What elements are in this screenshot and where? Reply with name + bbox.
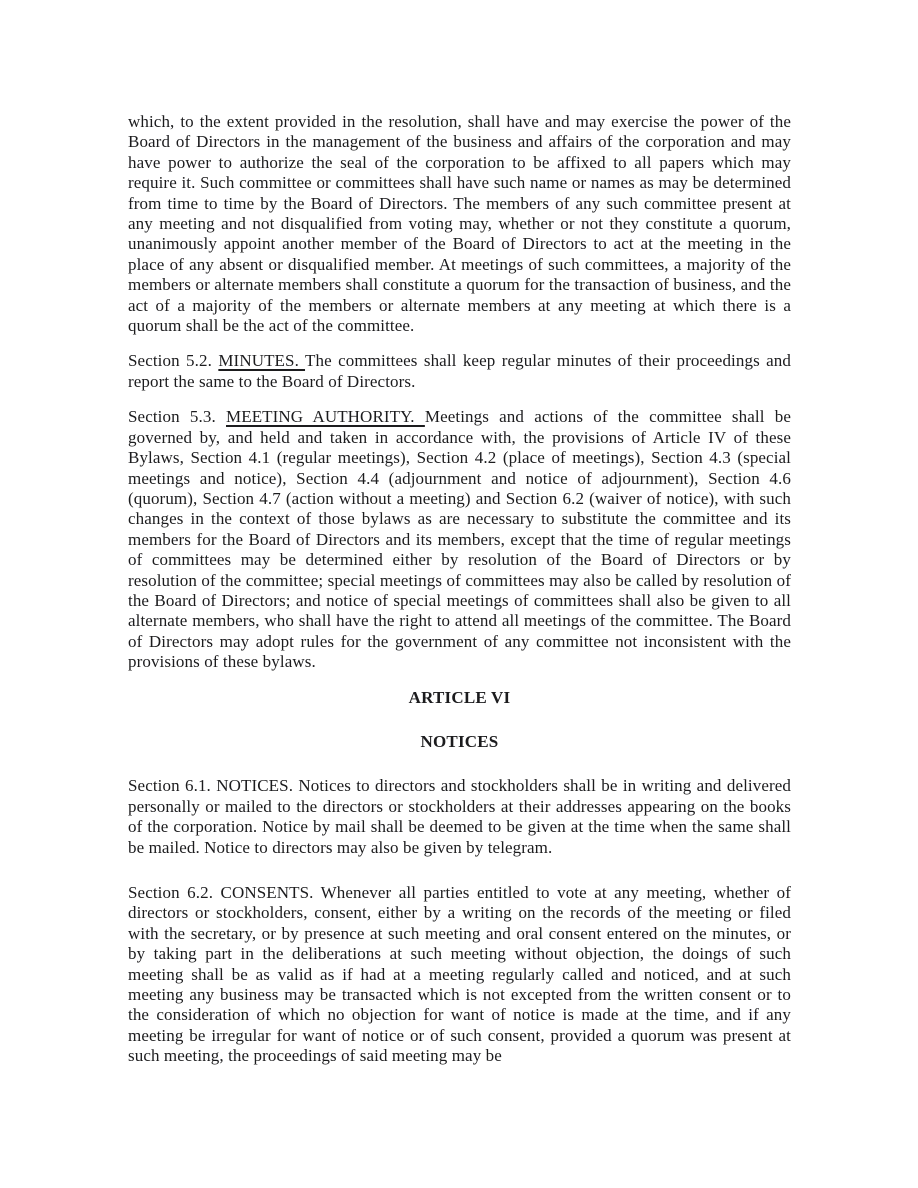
notices-heading: NOTICES xyxy=(420,731,499,751)
section-5-2-body: The committees shall keep regular minutes of their proceedings and report the same to the Board of Directors. xyxy=(128,351,791,391)
paragraph-committee-powers: which, to the extent provided in the resolution, shall have and may exercise the power of the Board of Directors in the management of the business and affairs of the corporation and may have power to authorize the seal of the corporation to be affixed to all papers which may require it. Such committee or committees shall have such name or names as may be determined from time to time by the Board of Directors. The members of any such committee present at any meeting and not disqualified from voting may, whether or not they constitute a quorum, unanimously appoint another member of the Board of Directors to act at the meeting in the place of any absent or disqualified member. At meetings of such committees, a majority of the members or alternate members shall constitute a quorum for the transaction of business, and the act of a majority of the members or alternate members at any meeting at which there is a quorum shall be the act of the committee. xyxy=(128,112,791,336)
paragraph-section-5-2 xyxy=(128,351,791,392)
paragraph-section-6-2: Section 6.2. CONSENTS. Whenever all parties entitled to vote at any meeting, whether of directors or stockholders, consent, either by a writing on the records of the meeting or filed with the secretary, or by presence at such meeting and oral consent entered on the minutes, or by taking part in the deliberations at such meeting without objection, the doings of such meeting shall be as valid as if had at a meeting regularly called and noticed, and at such meeting any business may be transacted which is not excepted from the written consent or to the consideration of which no objection for want of notice is made at the time, and if any meeting be irregular for want of notice or of such consent, provided a quorum was present at such meeting, the proceedings of said meeting may be xyxy=(128,883,791,1066)
paragraph-section-5-3 xyxy=(128,407,791,672)
article-vi-heading: ARTICLE VI xyxy=(408,687,511,707)
paragraph-section-6-1: Section 6.1. NOTICES. Notices to directors and stockholders shall be in writing and delivered personally or mailed to the directors or stockholders at their addresses appearing on the books of the corporation. Notice by mail shall be deemed to be given at the time when the same shall be mailed. Notice to directors may also be given by telegram. xyxy=(128,776,791,857)
section-5-2-number: Section 5.2. xyxy=(128,351,219,371)
section-5-3-number: Section 5.3. xyxy=(128,407,226,427)
section-5-3-body: Meetings and actions of the committee shall be governed by, and held and taken in accordance with, the provisions of Article IV of these Bylaws, Section 4.1 (regular meetings), Section 4.2 (place of meetings), Section 4.3 (special meetings and notice), Section 4.4 (adjournment and notice of adjournment), Section 4.6 (quorum), Section 4.7 (action without a meeting) and Section 6.2 (waiver of notice), with such changes in the context of those bylaws as are necessary to substitute the committee and its members for the Board of Directors and its members, except that the time of regular meetings of committees may be determined either by resolution of the Board of Directors or by resolution of the committee; special meetings of committees may also be called by resolution of the Board of Directors; and notice of special meetings of committees shall also be given to all alternate members, who shall have the right to attend all meetings of the committee. The Board of Directors may adopt rules for the government of any committee not inconsistent with the provisions of these bylaws. xyxy=(128,407,791,672)
section-5-2-title: MINUTES. xyxy=(218,351,306,371)
section-5-3-title: MEETING AUTHORITY. xyxy=(226,407,425,427)
